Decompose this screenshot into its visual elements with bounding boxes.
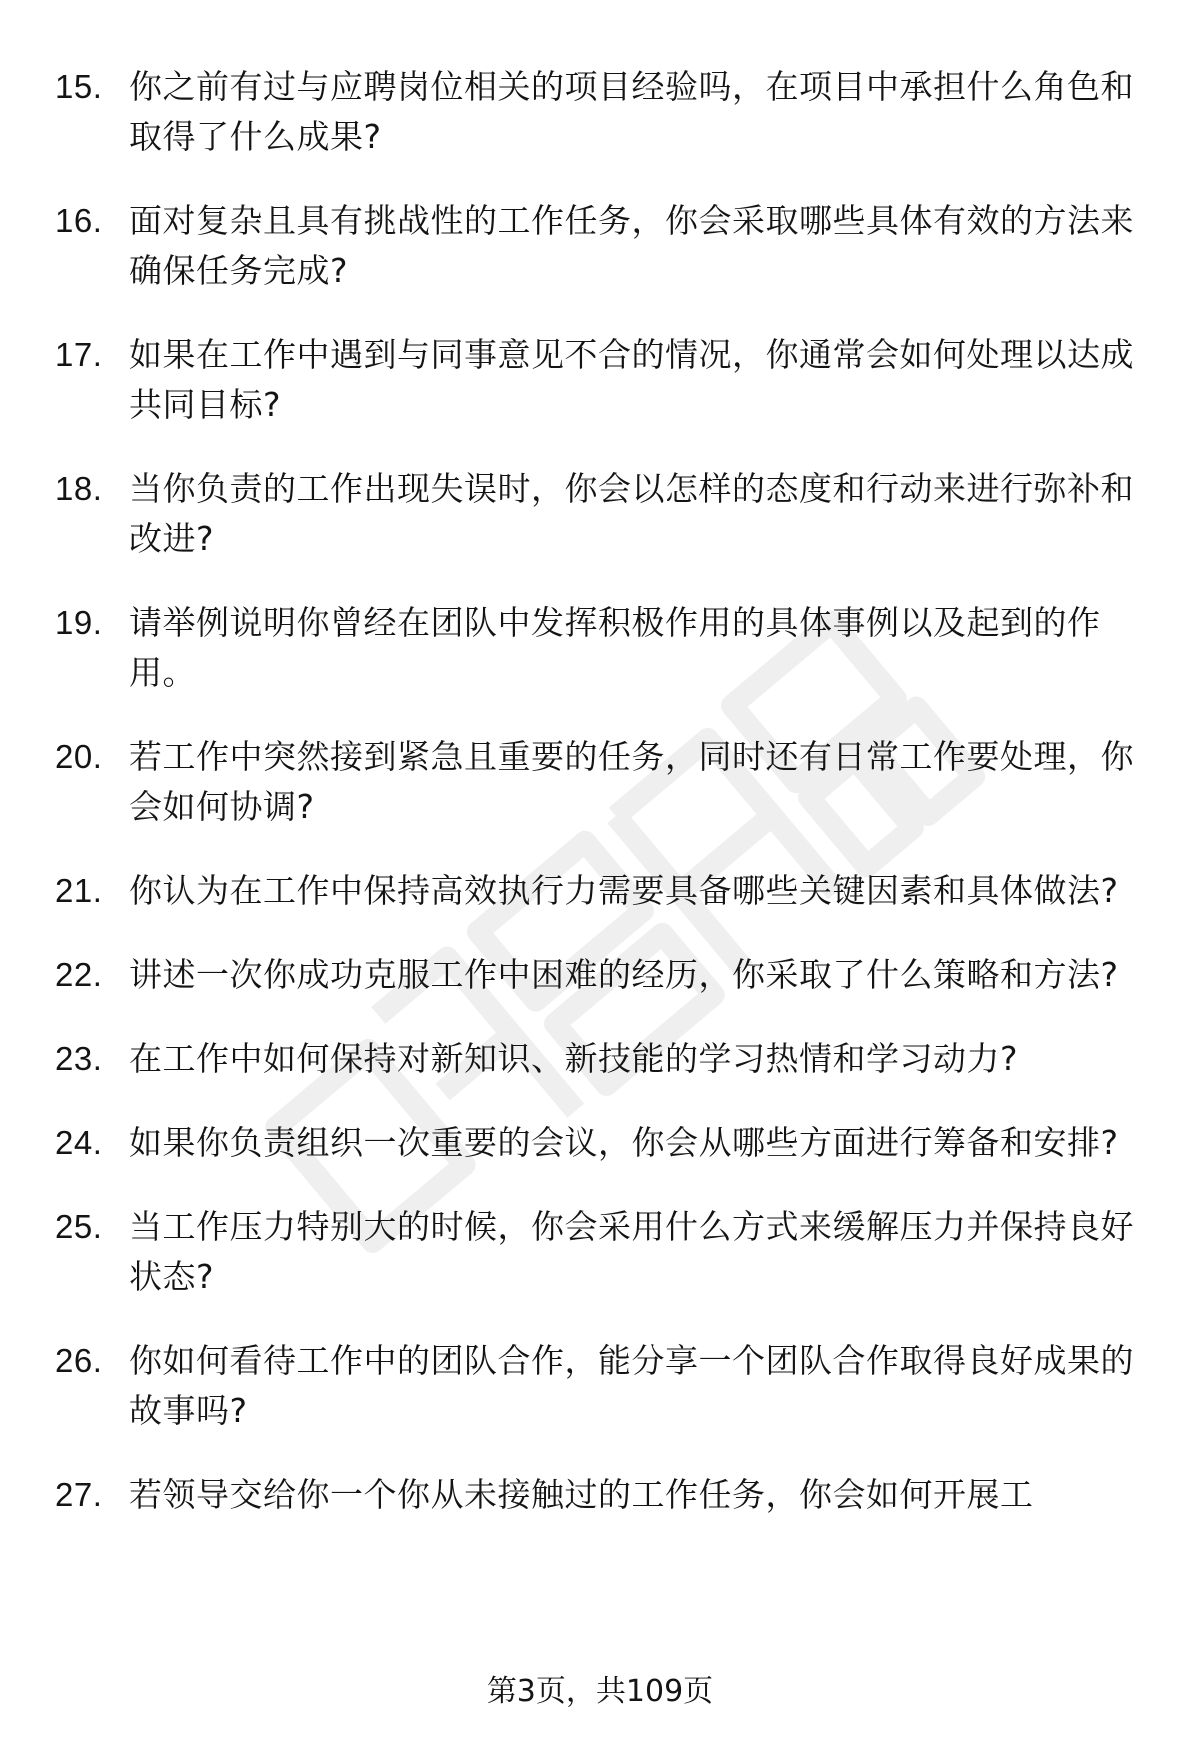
question-item (55, 1118, 1145, 1168)
question-number: 21. (55, 872, 103, 909)
question-text: 当工作压力特别大的时候，你会采用什么方式来缓解压力并保持良好状态? (129, 1207, 1134, 1296)
question-text: 请举例说明你曾经在团队中发挥积极作用的具体事例以及起到的作用。 (129, 603, 1101, 692)
question-text: 面对复杂且具有挑战性的工作任务，你会采取哪些具体有效的方法来确保任务完成? (129, 201, 1134, 290)
question-number: 25. (55, 1208, 103, 1245)
question-number: 27. (55, 1476, 103, 1513)
question-number: 20. (55, 738, 103, 775)
question-number: 17. (55, 336, 103, 373)
question-text: 你如何看待工作中的团队合作，能分享一个团队合作取得良好成果的故事吗? (129, 1341, 1134, 1430)
question-item (55, 950, 1145, 1000)
question-item (55, 62, 1145, 162)
question-text: 讲述一次你成功克服工作中困难的经历，你采取了什么策略和方法? (129, 955, 1119, 994)
question-text: 当你负责的工作出现失误时，你会以怎样的态度和行动来进行弥补和改进? (129, 469, 1134, 558)
question-number: 15. (55, 68, 103, 105)
page-number-footer: 第3页，共109页 (486, 1674, 714, 1709)
question-number: 23. (55, 1040, 103, 1077)
question-item (55, 1336, 1145, 1436)
question-text: 如果在工作中遇到与同事意见不合的情况，你通常会如何处理以达成共同目标? (129, 335, 1134, 424)
question-item (55, 1470, 1145, 1520)
question-number: 16. (55, 202, 103, 239)
question-item (55, 732, 1145, 832)
question-item (55, 1202, 1145, 1302)
question-text: 在工作中如何保持对新知识、新技能的学习热情和学习动力? (129, 1039, 1019, 1078)
question-list (55, 62, 1145, 1554)
question-item (55, 598, 1145, 698)
question-item (55, 330, 1145, 430)
question-item (55, 464, 1145, 564)
question-text: 若工作中突然接到紧急且重要的任务，同时还有日常工作要处理，你会如何协调? (129, 737, 1134, 826)
question-item (55, 196, 1145, 296)
question-text: 你之前有过与应聘岗位相关的项目经验吗，在项目中承担什么角色和取得了什么成果? (129, 67, 1134, 156)
question-item (55, 866, 1145, 916)
question-number: 26. (55, 1342, 103, 1379)
question-number: 19. (55, 604, 103, 641)
question-number: 18. (55, 470, 103, 507)
question-number: 24. (55, 1124, 103, 1161)
question-number: 22. (55, 956, 103, 993)
question-item (55, 1034, 1145, 1084)
question-text: 如果你负责组织一次重要的会议，你会从哪些方面进行筹备和安排? (129, 1123, 1119, 1162)
question-text: 你认为在工作中保持高效执行力需要具备哪些关键因素和具体做法? (129, 871, 1119, 910)
question-text: 若领导交给你一个你从未接触过的工作任务，你会如何开展工 (129, 1475, 1034, 1514)
